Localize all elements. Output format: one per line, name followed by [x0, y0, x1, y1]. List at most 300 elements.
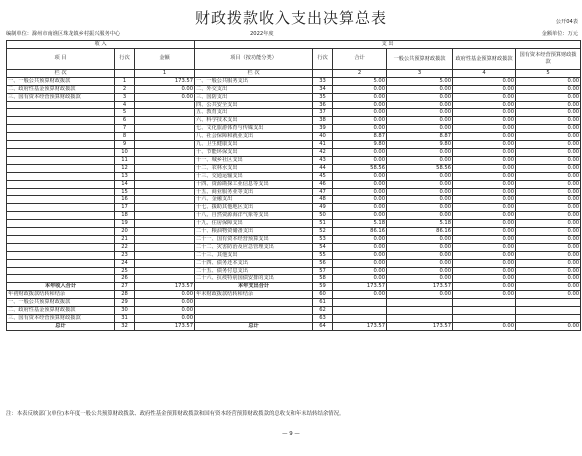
- general-budget-amount: 0.00: [387, 101, 453, 109]
- general-budget-amount: 0.00: [387, 93, 453, 101]
- table-row: [7, 251, 581, 259]
- income-amount: 0.00: [135, 93, 195, 101]
- state-capital-amount: 0.00: [516, 259, 581, 267]
- income-amount: [135, 148, 195, 156]
- table-row: [7, 180, 581, 188]
- general-budget-amount: 0.00: [387, 267, 453, 275]
- income-amount: 0.00: [135, 315, 195, 323]
- expense-item: 本年支出合计: [195, 283, 313, 291]
- income-item: [7, 196, 115, 204]
- income-amount: 173.57: [135, 77, 195, 85]
- fund-budget-amount: 0.00: [453, 243, 516, 251]
- fund-budget-amount: 0.00: [453, 251, 516, 259]
- total-amount: 0.00: [333, 275, 387, 283]
- income-item: [7, 133, 115, 141]
- income-item: 三、国有资本经营预算财政拨款: [7, 93, 115, 101]
- expense-item: 总计: [195, 322, 313, 330]
- budget-table: [6, 40, 581, 331]
- income-row-no: 17: [115, 204, 135, 212]
- expense-row-no: 62: [313, 307, 333, 315]
- income-row-no: 11: [115, 156, 135, 164]
- income-item: [7, 251, 115, 259]
- state-capital-amount: 0.00: [516, 172, 581, 180]
- total-amount: 0.00: [333, 291, 387, 299]
- column-index-label: 栏 次: [7, 69, 115, 77]
- table-row: [7, 172, 581, 180]
- income-row-no: 1: [115, 77, 135, 85]
- income-item: [7, 156, 115, 164]
- general-budget-amount: 9.80: [387, 141, 453, 149]
- total-amount: [333, 307, 387, 315]
- fund-budget-amount: 0.00: [453, 188, 516, 196]
- column-index-2: 2: [333, 69, 387, 77]
- general-budget-amount: 0.00: [387, 204, 453, 212]
- fund-budget-amount: 0.00: [453, 235, 516, 243]
- total-header: 合计: [333, 48, 387, 69]
- total-amount: 0.00: [333, 196, 387, 204]
- fund-budget-amount: 0.00: [453, 267, 516, 275]
- fund-budget-amount: 0.00: [453, 125, 516, 133]
- income-amount: [135, 172, 195, 180]
- state-capital-amount: 0.00: [516, 196, 581, 204]
- expense-item: 十九、住房保障支出: [195, 220, 313, 228]
- expense-item: 十七、援助其他地区支出: [195, 204, 313, 212]
- expense-row-no: 55: [313, 251, 333, 259]
- expense-row-no: 40: [313, 133, 333, 141]
- table-row: [7, 322, 581, 330]
- expense-row-no: 53: [313, 235, 333, 243]
- column-index-4: 4: [453, 69, 516, 77]
- expense-item: 二十一、国有资本经营预算支出: [195, 235, 313, 243]
- expense-row-no: 64: [313, 322, 333, 330]
- state-capital-amount: 0.00: [516, 251, 581, 259]
- total-amount: 0.00: [333, 148, 387, 156]
- expense-row-no: 43: [313, 156, 333, 164]
- state-capital-amount: 0.00: [516, 204, 581, 212]
- income-amount: 0.00: [135, 307, 195, 315]
- expense-item: 十五、商业服务业等支出: [195, 188, 313, 196]
- income-row-no: 24: [115, 259, 135, 267]
- fund-budget-amount: 0.00: [453, 212, 516, 220]
- income-row-no: 13: [115, 172, 135, 180]
- income-rowno-header: 行次: [115, 48, 135, 69]
- income-row-no: 18: [115, 212, 135, 220]
- expense-item: 八、社会保障和就业支出: [195, 133, 313, 141]
- general-budget-amount: 0.00: [387, 243, 453, 251]
- general-budget-amount: 0.00: [387, 212, 453, 220]
- fund-budget-amount: 0.00: [453, 164, 516, 172]
- fund-budget-amount: 0.00: [453, 101, 516, 109]
- fund-budget-amount: 0.00: [453, 109, 516, 117]
- fund-budget-amount: 0.00: [453, 180, 516, 188]
- income-amount: [135, 220, 195, 228]
- general-budget-amount: [387, 299, 453, 307]
- general-budget-amount: 0.00: [387, 117, 453, 125]
- total-amount: 0.00: [333, 85, 387, 93]
- table-row: [7, 259, 581, 267]
- expense-item: 一、一般公共服务支出: [195, 77, 313, 85]
- table-row: [7, 125, 581, 133]
- state-capital-amount: 0.00: [516, 243, 581, 251]
- income-item: [7, 117, 115, 125]
- general-budget-amount: 58.56: [387, 164, 453, 172]
- table-row: [7, 291, 581, 299]
- income-amount: [135, 109, 195, 117]
- income-item: [7, 228, 115, 236]
- income-item: 一、一般公共预算财政拨款: [7, 299, 115, 307]
- general-budget-amount: 0.00: [387, 125, 453, 133]
- fund-budget-amount: 0.00: [453, 117, 516, 125]
- fund-budget-header: 政府性基金预算财政拨款: [453, 48, 516, 69]
- expense-row-no: 52: [313, 228, 333, 236]
- income-row-no: 15: [115, 188, 135, 196]
- income-item: [7, 235, 115, 243]
- income-item: 三、国有资本经营预算财政拨款: [7, 315, 115, 323]
- total-amount: 5.18: [333, 220, 387, 228]
- state-capital-amount: 0.00: [516, 267, 581, 275]
- expense-row-no: 41: [313, 141, 333, 149]
- expense-item: 年末财政拨款结转和结余: [195, 291, 313, 299]
- table-row: [7, 204, 581, 212]
- amount-unit: 金额单位：万元: [541, 31, 578, 37]
- total-amount: 8.87: [333, 133, 387, 141]
- total-amount: 0.00: [333, 235, 387, 243]
- expense-item: [195, 315, 313, 323]
- fund-budget-amount: 0.00: [453, 172, 516, 180]
- income-item: [7, 125, 115, 133]
- expense-item: 四、公共安全支出: [195, 101, 313, 109]
- table-row: [7, 188, 581, 196]
- general-budget-amount: [387, 315, 453, 323]
- income-amount: [135, 228, 195, 236]
- total-amount: 86.16: [333, 228, 387, 236]
- income-amount: [135, 259, 195, 267]
- income-row-no: 29: [115, 299, 135, 307]
- income-row-no: 7: [115, 125, 135, 133]
- income-item: 二、政府性基金预算财政拨款: [7, 85, 115, 93]
- table-row: [7, 164, 581, 172]
- income-row-no: 6: [115, 117, 135, 125]
- income-amount: [135, 196, 195, 204]
- income-item: [7, 180, 115, 188]
- income-item: [7, 267, 115, 275]
- expense-row-no: 36: [313, 101, 333, 109]
- state-capital-amount: 0.00: [516, 109, 581, 117]
- state-capital-amount: 0.00: [516, 188, 581, 196]
- table-row: [7, 307, 581, 315]
- total-amount: [333, 315, 387, 323]
- column-index-1: 1: [135, 69, 195, 77]
- income-row-no: 25: [115, 267, 135, 275]
- fund-budget-amount: [453, 307, 516, 315]
- fund-budget-amount: 0.00: [453, 283, 516, 291]
- general-budget-amount: 173.57: [387, 322, 453, 330]
- fund-budget-amount: 0.00: [453, 322, 516, 330]
- page-title: 财政拨款收入支出决算总表: [194, 9, 387, 27]
- total-amount: 0.00: [333, 125, 387, 133]
- income-row-no: 14: [115, 180, 135, 188]
- general-budget-amount: 0.00: [387, 85, 453, 93]
- general-budget-amount: 5.18: [387, 220, 453, 228]
- income-item-header: 项 目: [7, 48, 115, 69]
- fund-budget-amount: 0.00: [453, 93, 516, 101]
- income-amount: 173.57: [135, 283, 195, 291]
- income-item: 本年收入合计: [7, 283, 115, 291]
- expense-item: 七、文化旅游体育与传媒支出: [195, 125, 313, 133]
- expense-row-no: 47: [313, 188, 333, 196]
- fund-budget-amount: 0.00: [453, 259, 516, 267]
- general-budget-amount: 5.00: [387, 77, 453, 85]
- income-row-no: 30: [115, 307, 135, 315]
- state-capital-amount: 0.00: [516, 77, 581, 85]
- expense-row-no: 54: [313, 243, 333, 251]
- income-amount: [135, 180, 195, 188]
- income-amount: [135, 275, 195, 283]
- total-amount: 5.00: [333, 77, 387, 85]
- income-row-no: 19: [115, 220, 135, 228]
- income-row-no: 4: [115, 101, 135, 109]
- expense-row-no: 37: [313, 109, 333, 117]
- income-row-no: 31: [115, 315, 135, 323]
- state-capital-amount: [516, 307, 581, 315]
- table-row: [7, 196, 581, 204]
- income-row-no: 22: [115, 243, 135, 251]
- page-number: — 9 —: [282, 431, 300, 437]
- expense-item: [195, 299, 313, 307]
- expense-item: 十六、金融支出: [195, 196, 313, 204]
- general-budget-amount: 0.00: [387, 156, 453, 164]
- income-row-no: 10: [115, 148, 135, 156]
- total-amount: 0.00: [333, 251, 387, 259]
- state-capital-amount: 0.00: [516, 133, 581, 141]
- expense-row-no: 51: [313, 220, 333, 228]
- income-amount: [135, 133, 195, 141]
- table-row: [7, 117, 581, 125]
- total-amount: 0.00: [333, 243, 387, 251]
- fund-budget-amount: [453, 315, 516, 323]
- state-capital-amount: 0.00: [516, 322, 581, 330]
- income-item: 总计: [7, 322, 115, 330]
- income-amount: [135, 251, 195, 259]
- expense-item: 二十、粮油物资储备支出: [195, 228, 313, 236]
- income-row-no: 8: [115, 133, 135, 141]
- income-amount: 173.57: [135, 322, 195, 330]
- income-header: 收 入: [7, 41, 195, 49]
- income-row-no: 5: [115, 109, 135, 117]
- income-item: [7, 141, 115, 149]
- fund-budget-amount: 0.00: [453, 228, 516, 236]
- expense-rowno-header: 行次: [313, 48, 333, 69]
- income-row-no: 26: [115, 275, 135, 283]
- general-budget-amount: 0.00: [387, 259, 453, 267]
- fund-budget-amount: 0.00: [453, 77, 516, 85]
- income-row-no: 23: [115, 251, 135, 259]
- table-row: [7, 267, 581, 275]
- total-amount: 0.00: [333, 156, 387, 164]
- expense-row-no: 34: [313, 85, 333, 93]
- expense-row-no: 61: [313, 299, 333, 307]
- state-capital-amount: 0.00: [516, 180, 581, 188]
- income-row-no: 28: [115, 291, 135, 299]
- expense-row-no: 63: [313, 315, 333, 323]
- state-capital-amount: 0.00: [516, 164, 581, 172]
- table-row: [7, 93, 581, 101]
- expense-row-no: 42: [313, 148, 333, 156]
- expense-row-no: 57: [313, 267, 333, 275]
- expense-item: 二十六、抗疫特别国债安排的支出: [195, 275, 313, 283]
- total-amount: 0.00: [333, 172, 387, 180]
- income-item: [7, 220, 115, 228]
- fund-budget-amount: 0.00: [453, 141, 516, 149]
- total-amount: 0.00: [333, 101, 387, 109]
- income-amount: [135, 204, 195, 212]
- table-row: [7, 156, 581, 164]
- general-budget-amount: [387, 307, 453, 315]
- table-row: [7, 220, 581, 228]
- income-row-no: 2: [115, 85, 135, 93]
- income-amount: [135, 267, 195, 275]
- income-amount: [135, 117, 195, 125]
- fund-budget-amount: 0.00: [453, 291, 516, 299]
- income-row-no: 16: [115, 196, 135, 204]
- state-capital-amount: 0.00: [516, 85, 581, 93]
- income-amount-header: 金额: [135, 48, 195, 69]
- income-amount: 0.00: [135, 299, 195, 307]
- general-budget-header: 一般公共预算财政拨款: [387, 48, 453, 69]
- footnote: 注：本表反映部门(单位)本年度一般公共预算财政拨款、政府性基金预算财政拨款和国有资本经营预算财政拨款的总收支和年末结转结余情况。: [6, 411, 345, 417]
- fiscal-year: 2022年度: [250, 31, 274, 37]
- fund-budget-amount: 0.00: [453, 220, 516, 228]
- expense-item-header: 项目（按功能分类）: [195, 48, 313, 69]
- column-index-label: 栏 次: [195, 69, 313, 77]
- state-capital-amount: 0.00: [516, 275, 581, 283]
- fund-budget-amount: 0.00: [453, 204, 516, 212]
- expense-item: 十四、资源勘探工业信息等支出: [195, 180, 313, 188]
- expense-row-no: 49: [313, 204, 333, 212]
- general-budget-amount: 0.00: [387, 188, 453, 196]
- total-amount: 0.00: [333, 267, 387, 275]
- total-amount: 0.00: [333, 212, 387, 220]
- income-item: 二、政府性基金预算财政拨款: [7, 307, 115, 315]
- expense-row-no: 50: [313, 212, 333, 220]
- income-amount: [135, 212, 195, 220]
- total-amount: 58.56: [333, 164, 387, 172]
- expense-row-no: 59: [313, 283, 333, 291]
- expense-row-no: 60: [313, 291, 333, 299]
- expense-row-no: 56: [313, 259, 333, 267]
- table-row: [7, 275, 581, 283]
- table-row: [7, 299, 581, 307]
- column-index-3: 3: [387, 69, 453, 77]
- income-item: [7, 188, 115, 196]
- general-budget-amount: 0.00: [387, 196, 453, 204]
- fund-budget-amount: 0.00: [453, 133, 516, 141]
- income-amount: [135, 235, 195, 243]
- compiler-unit: 编制单位：滁州市南谯区珠龙镇乡村振兴服务中心: [6, 31, 121, 37]
- expense-item: 二、外交支出: [195, 85, 313, 93]
- expense-item: 二十三、其他支出: [195, 251, 313, 259]
- income-row-no: 9: [115, 141, 135, 149]
- expense-item: 五、教育支出: [195, 109, 313, 117]
- income-row-no: 20: [115, 228, 135, 236]
- state-capital-amount: [516, 315, 581, 323]
- expense-row-no: 35: [313, 93, 333, 101]
- fund-budget-amount: [453, 299, 516, 307]
- state-capital-amount: 0.00: [516, 212, 581, 220]
- expense-item: 十二、农林水支出: [195, 164, 313, 172]
- income-row-no: 32: [115, 322, 135, 330]
- table-row: [7, 228, 581, 236]
- income-row-no: 3: [115, 93, 135, 101]
- expense-item: 十八、自然资源海洋气象等支出: [195, 212, 313, 220]
- state-capital-amount: 0.00: [516, 235, 581, 243]
- total-amount: 0.00: [333, 204, 387, 212]
- expense-row-no: 45: [313, 172, 333, 180]
- expense-item: 六、科学技术支出: [195, 117, 313, 125]
- fund-budget-amount: 0.00: [453, 196, 516, 204]
- income-item: 年初财政拨款结转和结余: [7, 291, 115, 299]
- income-row-no: 21: [115, 235, 135, 243]
- column-index-5: 5: [516, 69, 581, 77]
- form-number: 公开04表: [555, 19, 578, 25]
- general-budget-amount: 8.87: [387, 133, 453, 141]
- table-row: [7, 235, 581, 243]
- fund-budget-amount: 0.00: [453, 275, 516, 283]
- general-budget-amount: 0.00: [387, 172, 453, 180]
- fund-budget-amount: 0.00: [453, 148, 516, 156]
- expense-row-no: 38: [313, 117, 333, 125]
- general-budget-amount: 86.16: [387, 228, 453, 236]
- income-item: 一、一般公共预算财政拨款: [7, 77, 115, 85]
- table-row: [7, 133, 581, 141]
- income-amount: 0.00: [135, 291, 195, 299]
- income-item: [7, 164, 115, 172]
- general-budget-amount: 0.00: [387, 180, 453, 188]
- table-row: [7, 243, 581, 251]
- state-capital-amount: 0.00: [516, 156, 581, 164]
- total-amount: [333, 299, 387, 307]
- state-capital-amount: 0.00: [516, 141, 581, 149]
- expense-item: 二十五、债务付息支出: [195, 267, 313, 275]
- total-amount: 9.80: [333, 141, 387, 149]
- table-row: [7, 101, 581, 109]
- state-capital-amount: 0.00: [516, 117, 581, 125]
- total-amount: 0.00: [333, 117, 387, 125]
- table-row: [7, 141, 581, 149]
- income-item: [7, 204, 115, 212]
- income-amount: [135, 141, 195, 149]
- income-item: [7, 101, 115, 109]
- table-row: [7, 85, 581, 93]
- table-row: [7, 148, 581, 156]
- income-item: [7, 109, 115, 117]
- general-budget-amount: 0.00: [387, 148, 453, 156]
- expense-item: 九、卫生健康支出: [195, 141, 313, 149]
- income-row-no: 12: [115, 164, 135, 172]
- income-amount: [135, 188, 195, 196]
- expense-item: 三、国防支出: [195, 93, 313, 101]
- income-amount: 0.00: [135, 85, 195, 93]
- state-capital-amount: 0.00: [516, 125, 581, 133]
- state-capital-amount: 0.00: [516, 148, 581, 156]
- income-amount: [135, 243, 195, 251]
- state-capital-amount: [516, 299, 581, 307]
- expense-item: 十三、交通运输支出: [195, 172, 313, 180]
- state-capital-amount: 0.00: [516, 220, 581, 228]
- income-item: [7, 243, 115, 251]
- income-amount: [135, 164, 195, 172]
- expense-item: [195, 307, 313, 315]
